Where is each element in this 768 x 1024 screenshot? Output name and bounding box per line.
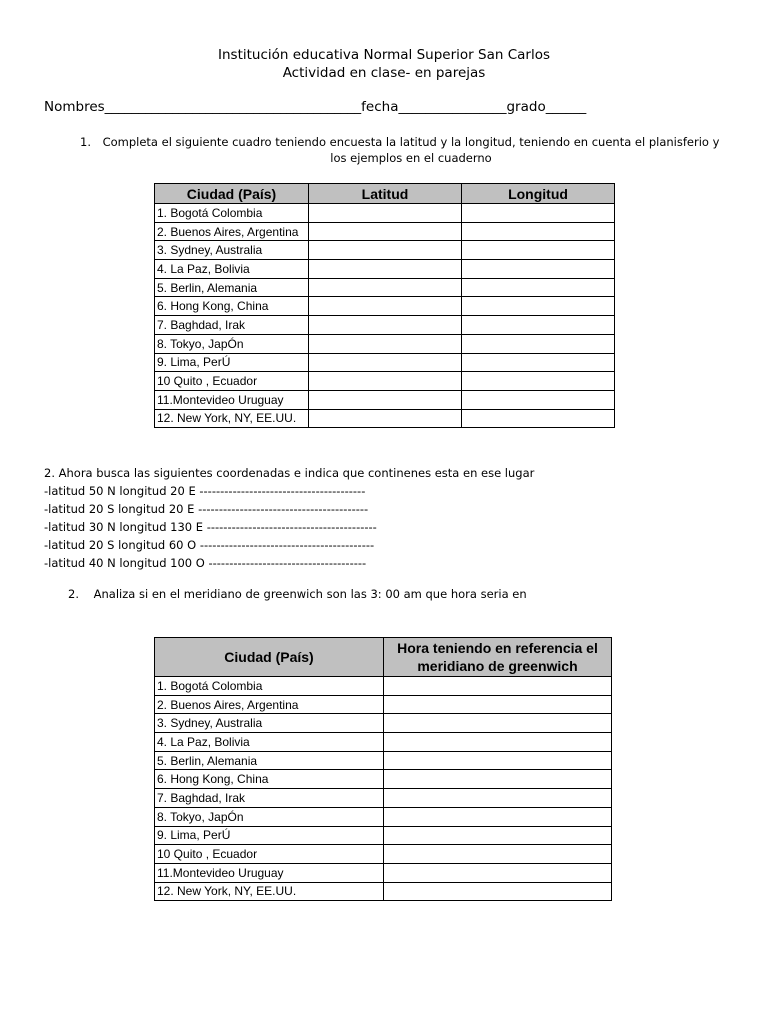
- city-cell: 1. Bogotá Colombia: [155, 204, 309, 223]
- latitude-cell[interactable]: [309, 390, 462, 409]
- time-cell[interactable]: [384, 863, 612, 882]
- coordinate-line: -latitud 50 N longitud 20 E ----------------------------------------: [44, 484, 366, 498]
- city-cell: 6. Hong Kong, China: [155, 770, 384, 789]
- longitude-cell[interactable]: [462, 297, 615, 316]
- latitude-cell[interactable]: [309, 278, 462, 297]
- table-row: [155, 297, 615, 316]
- time-cell[interactable]: [384, 882, 612, 901]
- city-cell: 10 Quito , Ecuador: [155, 372, 309, 391]
- city-cell: 4. La Paz, Bolivia: [155, 733, 384, 752]
- question-3-text: Analiza si en el meridiano de greenwich son las 3: 00 am que hora seria en: [93, 587, 527, 601]
- longitude-cell[interactable]: [462, 409, 615, 428]
- table-row: [155, 714, 612, 733]
- latitude-cell[interactable]: [309, 204, 462, 223]
- document-header: [0, 46, 768, 82]
- question-2: [44, 464, 534, 572]
- question-1-text: Completa el siguiente cuadro teniendo encuesta la latitud y la longitud, teniendo en cuenta el planisferio y los ejemplos en el cuaderno: [102, 135, 720, 165]
- longitude-cell[interactable]: [462, 278, 615, 297]
- question-1: [80, 134, 720, 166]
- city-cell: 9. Lima, PerÚ: [155, 353, 309, 372]
- time-cell[interactable]: [384, 714, 612, 733]
- city-cell: 10 Quito , Ecuador: [155, 845, 384, 864]
- city-cell: 3. Sydney, Australia: [155, 714, 384, 733]
- column-header-city: Ciudad (País): [155, 638, 384, 677]
- time-cell[interactable]: [384, 677, 612, 696]
- table-row: [155, 334, 615, 353]
- city-cell: 1. Bogotá Colombia: [155, 677, 384, 696]
- table-row: [155, 845, 612, 864]
- time-zone-table: [154, 637, 612, 901]
- table-row: [155, 316, 615, 335]
- city-cell: 9. Lima, PerÚ: [155, 826, 384, 845]
- table-row: [155, 733, 612, 752]
- time-cell[interactable]: [384, 770, 612, 789]
- coordinate-line: -latitud 20 S longitud 60 O ------------------------------------------: [44, 538, 375, 552]
- city-cell: 8. Tokyo, JapÓn: [155, 807, 384, 826]
- table-row: [155, 677, 612, 696]
- latitude-cell[interactable]: [309, 222, 462, 241]
- longitude-cell[interactable]: [462, 334, 615, 353]
- city-cell: 7. Baghdad, Irak: [155, 789, 384, 808]
- city-cell: 12. New York, NY, EE.UU.: [155, 882, 384, 901]
- column-header-latitude: Latitud: [309, 184, 462, 204]
- question-3: [68, 587, 527, 601]
- table-row: [155, 372, 615, 391]
- table-row: [155, 695, 612, 714]
- longitude-cell[interactable]: [462, 353, 615, 372]
- table-row: [155, 278, 615, 297]
- table-row: [155, 751, 612, 770]
- latitude-cell[interactable]: [309, 316, 462, 335]
- table-row: [155, 390, 615, 409]
- table-row: [155, 204, 615, 223]
- question-2-text: 2. Ahora busca las siguientes coordenadas e indica que continenes esta en ese lugar: [44, 466, 535, 480]
- latitude-cell[interactable]: [309, 353, 462, 372]
- latitude-cell[interactable]: [309, 297, 462, 316]
- table-header-row: [155, 184, 615, 204]
- latitude-cell[interactable]: [309, 334, 462, 353]
- time-cell[interactable]: [384, 789, 612, 808]
- table-header-row: [155, 638, 612, 677]
- city-cell: 3. Sydney, Australia: [155, 241, 309, 260]
- time-cell[interactable]: [384, 845, 612, 864]
- coordinate-line: -latitud 20 S longitud 20 E -----------------------------------------: [44, 502, 369, 516]
- time-cell[interactable]: [384, 826, 612, 845]
- time-cell[interactable]: [384, 695, 612, 714]
- city-cell: 5. Berlin, Alemania: [155, 751, 384, 770]
- question-1-number: 1.: [80, 135, 91, 149]
- column-header-time: Hora teniendo en referencia el meridiano de greenwich: [384, 638, 612, 677]
- table-row: [155, 241, 615, 260]
- longitude-cell[interactable]: [462, 372, 615, 391]
- table-row: [155, 807, 612, 826]
- coordinate-line: -latitud 40 N longitud 100 O --------------------------------------: [44, 556, 367, 570]
- city-cell: 12. New York, NY, EE.UU.: [155, 409, 309, 428]
- latitude-cell[interactable]: [309, 372, 462, 391]
- coordinate-line: -latitud 30 N longitud 130 E -----------------------------------------: [44, 520, 377, 534]
- table-row: [155, 260, 615, 279]
- time-cell[interactable]: [384, 807, 612, 826]
- longitude-cell[interactable]: [462, 241, 615, 260]
- latitude-cell[interactable]: [309, 260, 462, 279]
- table-row: [155, 789, 612, 808]
- table-row: [155, 826, 612, 845]
- table-row: [155, 882, 612, 901]
- table-row: [155, 222, 615, 241]
- column-header-city: Ciudad (País): [155, 184, 309, 204]
- coordinates-table: [154, 183, 615, 428]
- city-cell: 11.Montevideo Uruguay: [155, 390, 309, 409]
- latitude-cell[interactable]: [309, 409, 462, 428]
- city-cell: 2. Buenos Aires, Argentina: [155, 222, 309, 241]
- longitude-cell[interactable]: [462, 390, 615, 409]
- city-cell: 2. Buenos Aires, Argentina: [155, 695, 384, 714]
- time-cell[interactable]: [384, 733, 612, 752]
- table-row: [155, 770, 612, 789]
- longitude-cell[interactable]: [462, 204, 615, 223]
- student-info-line: Nombres______________________________________fecha________________grado______: [44, 99, 587, 115]
- latitude-cell[interactable]: [309, 241, 462, 260]
- table-row: [155, 409, 615, 428]
- table-row: [155, 863, 612, 882]
- table-row: [155, 353, 615, 372]
- city-cell: 5. Berlin, Alemania: [155, 278, 309, 297]
- column-header-longitude: Longitud: [462, 184, 615, 204]
- longitude-cell[interactable]: [462, 260, 615, 279]
- institution-title: Institución educativa Normal Superior San Carlos: [218, 47, 550, 63]
- city-cell: 8. Tokyo, JapÓn: [155, 334, 309, 353]
- activity-subtitle: Actividad en clase- en parejas: [282, 65, 486, 81]
- time-cell[interactable]: [384, 751, 612, 770]
- question-3-number: 2.: [68, 587, 79, 601]
- longitude-cell[interactable]: [462, 222, 615, 241]
- longitude-cell[interactable]: [462, 316, 615, 335]
- city-cell: 11.Montevideo Uruguay: [155, 863, 384, 882]
- city-cell: 4. La Paz, Bolivia: [155, 260, 309, 279]
- city-cell: 7. Baghdad, Irak: [155, 316, 309, 335]
- city-cell: 6. Hong Kong, China: [155, 297, 309, 316]
